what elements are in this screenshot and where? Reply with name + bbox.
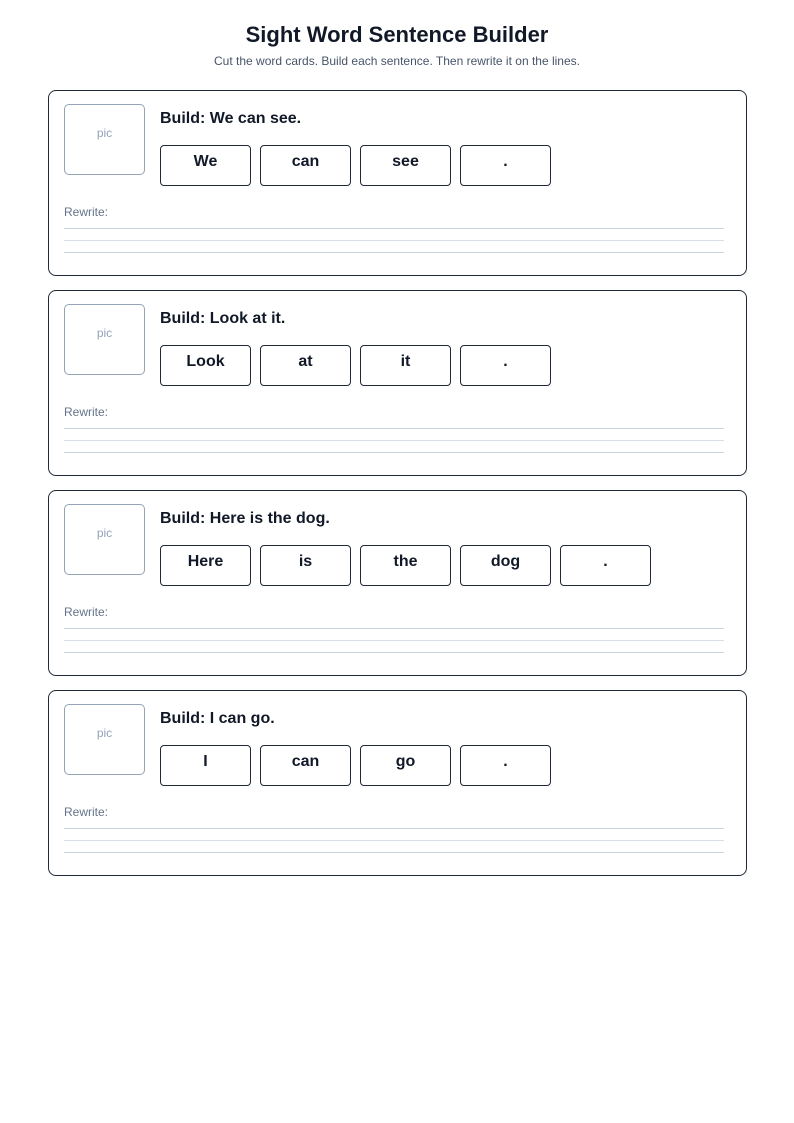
writing-line-mid [64, 840, 724, 841]
build-prompt: Build: We can see. [160, 110, 302, 127]
word-card[interactable]: go [360, 745, 451, 786]
writing-line-base [64, 852, 724, 853]
sentence-card [48, 690, 747, 876]
word-card[interactable]: dog [460, 545, 551, 586]
word-card[interactable]: see [360, 145, 451, 186]
picture-placeholder: pic [64, 704, 145, 775]
word-card-row [160, 545, 651, 586]
picture-placeholder: pic [64, 304, 145, 375]
rewrite-label: Rewrite: [64, 405, 109, 419]
writing-line-mid [64, 240, 724, 241]
build-prompt: Build: I can go. [160, 710, 275, 727]
page-subtitle: Cut the word cards. Build each sentence. Then rewrite it on the lines. [214, 54, 580, 68]
sentence-card [48, 290, 747, 476]
word-card[interactable]: is [260, 545, 351, 586]
punctuation-card[interactable]: . [460, 345, 551, 386]
word-card-row [160, 745, 551, 786]
writing-line-top [64, 428, 724, 429]
punctuation-card[interactable]: . [460, 145, 551, 186]
writing-line-base [64, 452, 724, 453]
word-card-row [160, 145, 551, 186]
punctuation-card[interactable]: . [560, 545, 651, 586]
build-prompt: Build: Look at it. [160, 310, 286, 327]
word-card[interactable]: We [160, 145, 251, 186]
page-title: Sight Word Sentence Builder [245, 22, 549, 47]
writing-line-base [64, 652, 724, 653]
picture-placeholder: pic [64, 104, 145, 175]
writing-line-base [64, 252, 724, 253]
sentence-cards [48, 90, 747, 890]
word-card[interactable]: Look [160, 345, 251, 386]
writing-line-top [64, 228, 724, 229]
build-prompt: Build: Here is the dog. [160, 510, 330, 527]
word-card[interactable]: Here [160, 545, 251, 586]
rewrite-label: Rewrite: [64, 205, 109, 219]
word-card[interactable]: I [160, 745, 251, 786]
word-card[interactable]: at [260, 345, 351, 386]
writing-line-mid [64, 640, 724, 641]
rewrite-label: Rewrite: [64, 805, 109, 819]
writing-line-mid [64, 440, 724, 441]
word-card[interactable]: it [360, 345, 451, 386]
picture-placeholder: pic [64, 504, 145, 575]
writing-line-top [64, 628, 724, 629]
punctuation-card[interactable]: . [460, 745, 551, 786]
sentence-card [48, 490, 747, 676]
word-card[interactable]: can [260, 145, 351, 186]
word-card-row [160, 345, 551, 386]
word-card[interactable]: the [360, 545, 451, 586]
sentence-card [48, 90, 747, 276]
writing-line-top [64, 828, 724, 829]
word-card[interactable]: can [260, 745, 351, 786]
rewrite-label: Rewrite: [64, 605, 109, 619]
